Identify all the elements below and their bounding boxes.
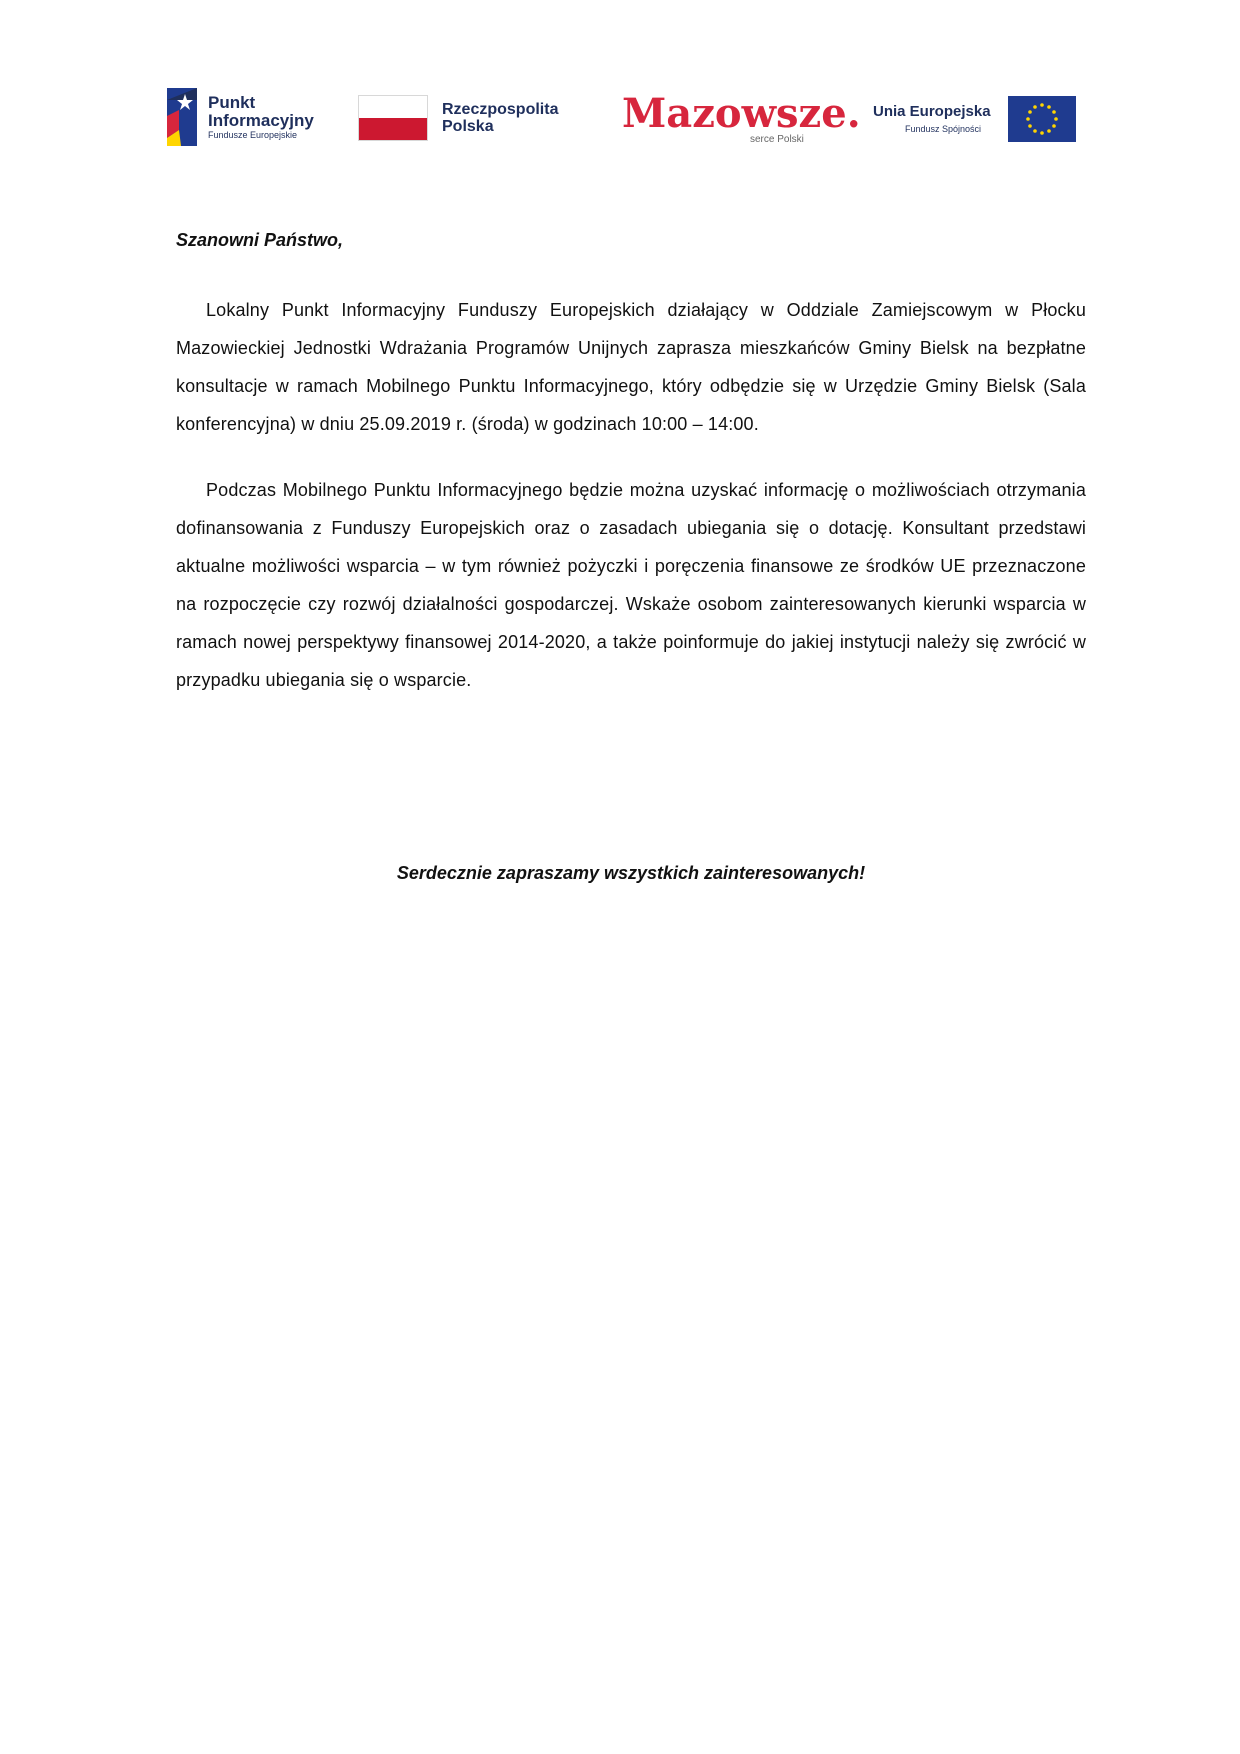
letter-body [176,230,1086,727]
salutation: Szanowni Państwo, [176,230,344,250]
pife-star-icon [163,86,199,148]
rp-title-line1: Rzeczpospolita [442,101,559,118]
unia-europejska-logo [873,94,1078,146]
rp-title-line2: Polska [442,118,494,135]
mazowsze-subtitle: serce Polski [750,134,804,145]
pife-title-line1: Punkt [208,93,256,112]
logo-bar [0,0,1240,160]
closing-line: Serdecznie zapraszamy wszystkich zainteresowanych! [396,863,866,883]
ue-title: Unia Europejska [873,103,991,120]
rp-title [442,101,558,135]
pife-title [208,94,314,130]
pife-subtitle: Fundusze Europejskie [208,130,298,140]
paragraph-details: Podczas Mobilnego Punktu Informacyjnego będzie można uzyskać informację o możliwościach otrzymania dofinansowania z Funduszy Europejskich oraz o zasadach ubiegania się o dotację. Konsultant przedstawi aktualne możliwości wsparcia – w tym również pożyczki i poręczenia finansowe ze środków UE przeznaczone na rozpoczęcie czy rozwój działalności gospodarczej. Wskaże osobom zainteresowanych kierunki wsparcia w ramach nowej perspektywy finansowej 2014-2020, a także poinformuje do jakiej instytucji należy się zwrócić w przypadku ubiegania się o wsparcie. [176,480,1086,690]
pife-title-line2: Informacyjny [208,111,314,130]
punkt-informacyjny-logo [163,86,323,148]
polish-flag-icon [358,95,428,141]
eu-flag-icon [1008,96,1076,142]
paragraph-invitation: Lokalny Punkt Informacyjny Funduszy Europejskich działający w Oddziale Zamiejscowym w Płocku Mazowieckiej Jednostki Wdrażania Programów Unijnych zaprasza mieszkańców Gminy Bielsk na bezpłatne konsultacje w ramach Mobilnego Punktu Informacyjnego, który odbędzie się w Urzędzie Gminy Bielsk (Sala konferencyjna) w dniu 25.09.2019 r. (środa) w godzinach 10:00 – 14:00. [176,300,1086,434]
mazowsze-logo [598,88,861,148]
rzeczpospolita-polska-logo [358,95,568,145]
ue-subtitle: Fundusz Spójności [905,124,982,134]
mazowsze-wordmark: Mazowsze. [622,90,861,137]
